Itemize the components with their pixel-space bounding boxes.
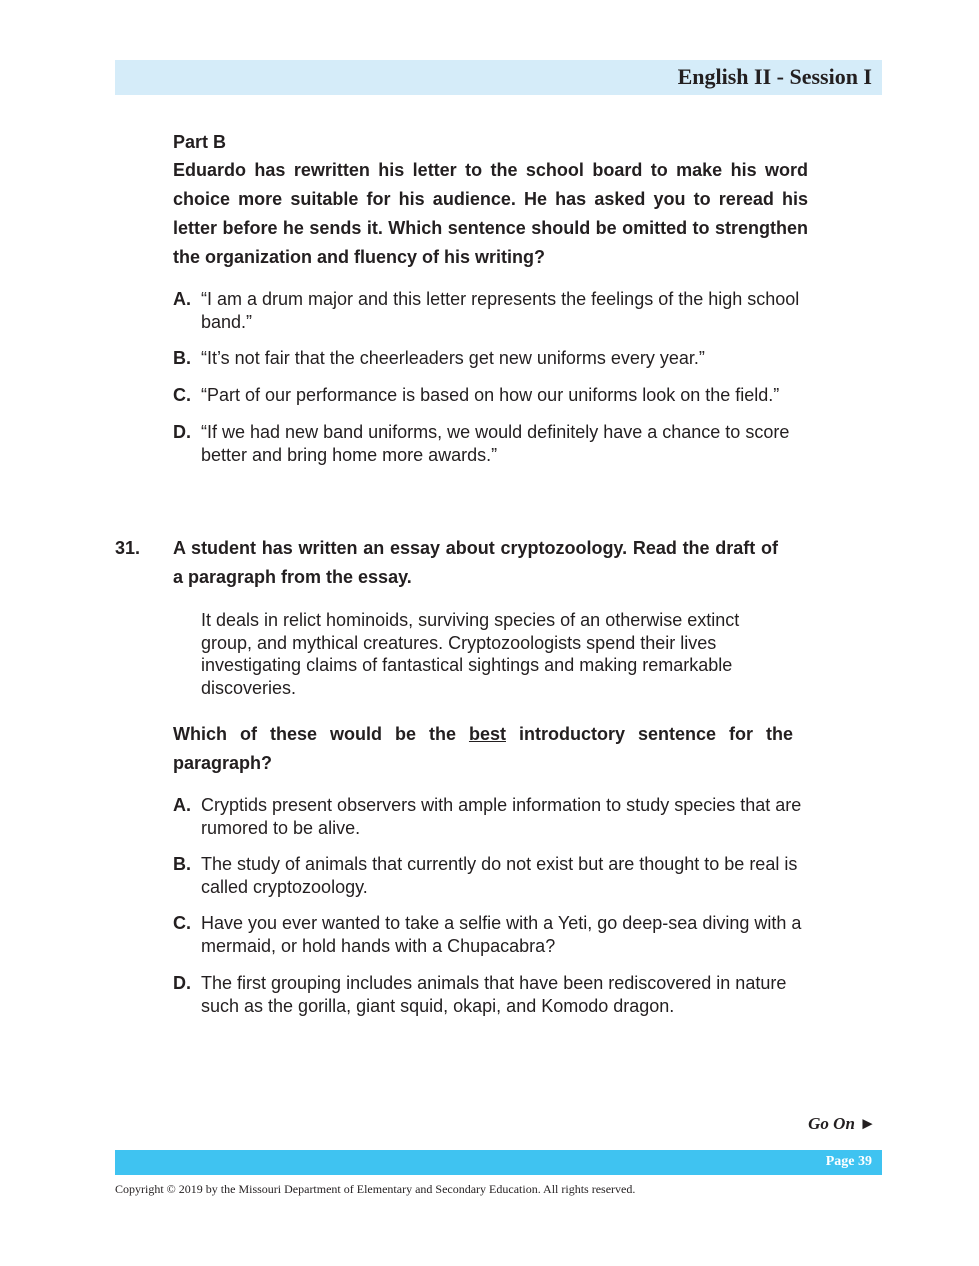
page-title: English II - Session I bbox=[677, 64, 872, 89]
go-on-label: Go On bbox=[808, 1114, 855, 1133]
part-b-choice-d[interactable] bbox=[173, 421, 813, 466]
choice-letter: B. bbox=[173, 348, 191, 368]
choice-letter: D. bbox=[173, 973, 191, 993]
go-on-indicator bbox=[808, 1114, 876, 1134]
choice-letter: B. bbox=[173, 854, 191, 874]
part-b-choice-c[interactable] bbox=[173, 384, 833, 407]
choice-text: The study of animals that currently do not exist but are thought to be real is called cryptozoology. bbox=[201, 854, 798, 897]
header-bar bbox=[115, 60, 882, 95]
choice-text: “If we had new band uniforms, we would definitely have a chance to score better and bring home more awards.” bbox=[201, 422, 790, 465]
q31-question-emphasis: best bbox=[468, 724, 506, 744]
choice-text: Cryptids present observers with ample information to study species that are rumored to be alive. bbox=[201, 795, 802, 838]
choice-letter: C. bbox=[173, 385, 191, 405]
choice-letter: D. bbox=[173, 422, 191, 442]
choice-letter: A. bbox=[173, 289, 191, 309]
page-number: Page 39 bbox=[825, 1154, 872, 1169]
q31-choice-c[interactable] bbox=[173, 912, 828, 957]
q31-prompt: A student has written an essay about cryptozoology. Read the draft of a paragraph from the essay. bbox=[173, 538, 778, 587]
choice-text: “Part of our performance is based on how our uniforms look on the field.” bbox=[201, 385, 780, 405]
q31-question bbox=[173, 720, 793, 778]
q31-question-end: introductory sentence for the paragraph? bbox=[173, 724, 793, 773]
arrow-right-icon: ► bbox=[859, 1114, 876, 1133]
q31-passage: It deals in relict hominoids, surviving species of an otherwise extinct group, and mythical creatures. Cryptozoologists spend their lives investigating claims of fantastical sightings and making remarkable discoveries. bbox=[201, 610, 740, 698]
copyright-notice: Copyright © 2019 by the Missouri Department of Elementary and Secondary Education. All rights reserved. bbox=[115, 1182, 636, 1196]
choice-letter: C. bbox=[173, 913, 191, 933]
choice-text: Have you ever wanted to take a selfie with a Yeti, go deep-sea diving with a mermaid, or hold hands with a Chupacabra? bbox=[201, 913, 802, 956]
q31-question-start: Which of these would be the bbox=[173, 724, 469, 744]
choice-text: “It’s not fair that the cheerleaders get new uniforms every year.” bbox=[201, 348, 705, 368]
choice-text: “I am a drum major and this letter represents the feelings of the high school band.” bbox=[201, 289, 800, 332]
part-b-choice-b[interactable] bbox=[173, 347, 833, 370]
choice-text: The first grouping includes animals that have been rediscovered in nature such as the gorilla, giant squid, okapi, and Komodo dragon. bbox=[201, 973, 787, 1016]
q31-choice-d[interactable] bbox=[173, 972, 798, 1017]
part-b-question: Eduardo has rewritten his letter to the school board to make his word choice more suitable for his audience. He has asked you to reread his letter before he sends it. Which sentence should be omitted to strengthen the organization and fluency of his writing? bbox=[173, 160, 808, 267]
q31-choice-a[interactable] bbox=[173, 794, 823, 839]
q31-choice-b[interactable] bbox=[173, 853, 823, 898]
part-b-choice-a[interactable] bbox=[173, 288, 813, 333]
choice-letter: A. bbox=[173, 795, 191, 815]
part-b-label: Part B bbox=[173, 132, 227, 152]
footer-bar bbox=[115, 1150, 882, 1175]
question-number: 31. bbox=[115, 538, 141, 558]
